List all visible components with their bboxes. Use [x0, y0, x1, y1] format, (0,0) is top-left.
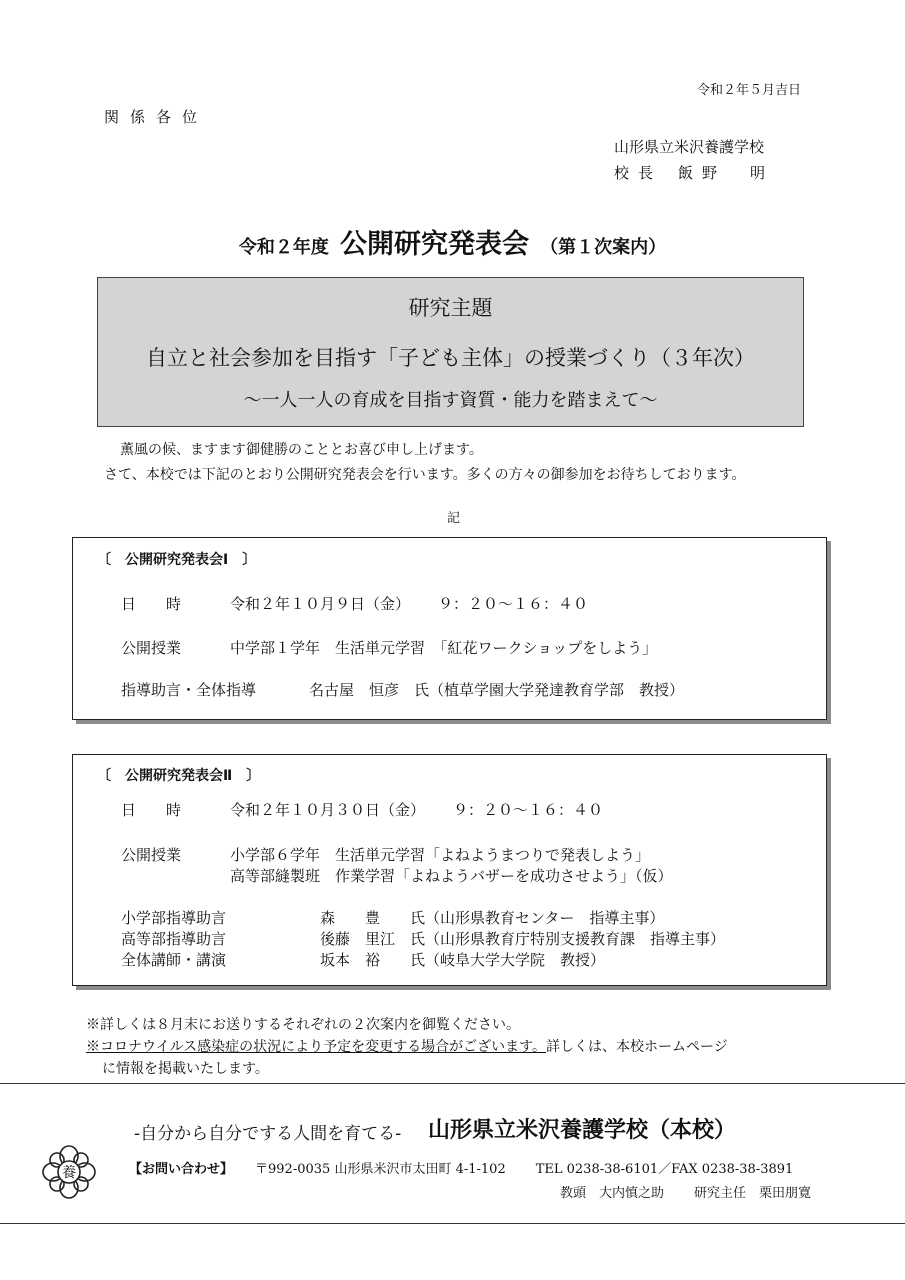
session-2-lesson-2: 高等部縫製班 作業学習「よねようバザーを成功させよう」（仮）: [230, 867, 673, 885]
session-1-advisor-label: 指導助言・全体指導: [121, 681, 257, 699]
session-1-date-label: 日 時: [121, 595, 182, 613]
session-1-date-time: [230, 593, 588, 614]
session-2-advisor-role-1: 小学部指導助言: [121, 909, 227, 927]
session-1-lesson: 中学部１学年 生活単元学習 「紅花ワークショップをしよう」: [230, 639, 658, 657]
research-lead: 研究主任 栗田朋寛: [694, 1186, 812, 1201]
note-3: に情報を掲載いたします。: [102, 1061, 269, 1077]
school-emblem-icon: [40, 1142, 98, 1202]
ki-marker: 記: [447, 511, 461, 526]
session-1-lesson-label: 公開授業: [121, 639, 182, 657]
contact-tag: 【お問い合わせ】: [129, 1162, 234, 1177]
session-1-date: 令和２年１０月９日（金）: [230, 595, 411, 613]
session-2-lesson-1: 小学部６学年 生活単元学習「よねようまつりで発表しよう」: [230, 846, 651, 864]
research-theme-box: [97, 277, 804, 427]
session-2-advisor-role-2: 高等部指導助言: [121, 930, 227, 948]
sender-school: 山形県立米沢養護学校: [614, 138, 765, 156]
session-2-advisor-name-1: 森 豊 氏（山形県教育センター 指導主事）: [320, 909, 665, 927]
greeting-line-2: さて、本校では下記のとおり公開研究発表会を行います。多くの方々の御参加をお待ちしております。: [104, 467, 746, 483]
title-suffix: （第１次案内）: [540, 237, 667, 258]
document-title: [0, 222, 905, 261]
theme-sub: ～一人一人の育成を目指す資質・能力を踏まえて～: [243, 390, 658, 411]
session-1-heading: 〔 公開研究発表会Ⅰ 〕: [97, 552, 257, 568]
session-2-date: 令和２年１０月３０日（金）: [230, 801, 426, 819]
session-2-lesson-label: 公開授業: [121, 846, 182, 864]
document-date: 令和２年５月吉日: [696, 83, 801, 98]
staff-line: [560, 1182, 811, 1201]
note-2: [86, 1036, 728, 1056]
footer-top-rule: [0, 1083, 905, 1084]
session-2-date-label: 日 時: [121, 801, 182, 819]
title-prefix: 令和２年度: [238, 237, 329, 258]
sender-title: 校長: [614, 164, 663, 182]
session-2-heading: 〔 公開研究発表会Ⅱ 〕: [97, 768, 261, 784]
footer-bottom-rule: [0, 1223, 905, 1224]
session-1-box: [72, 537, 827, 720]
sender-principal: [614, 162, 774, 183]
sender-name: 飯野 明: [678, 164, 775, 182]
theme-heading: 研究主題: [408, 296, 493, 320]
contact-phone: TEL 0238-38-6101／FAX 0238-38-3891: [535, 1162, 794, 1177]
contact-line: [129, 1158, 793, 1177]
footer-slogan: -自分から自分でする人間を育てる-: [134, 1124, 402, 1144]
greeting-line-1: 薫風の候、ますます御健勝のこととお喜び申し上げます。: [120, 442, 483, 458]
session-2-advisor-name-3: 坂本 裕 氏（岐阜大学大学院 教授）: [320, 951, 606, 969]
emblem-glyph: 養: [62, 1165, 76, 1181]
note-2-rest: 詳しくは、本校ホームページ: [546, 1039, 728, 1055]
vice-principal: 教頭 大内慎之助: [560, 1186, 665, 1201]
session-2-box: [72, 754, 827, 986]
session-1-time: ９：２０～１６：４０: [438, 595, 589, 613]
addressee: 関係各位: [104, 108, 209, 126]
session-1-advisor: 名古屋 恒彦 氏（植草学園大学発達教育学部 教授）: [309, 681, 685, 699]
session-2-advisor-role-3: 全体講師・講演: [121, 951, 227, 969]
contact-address: 〒992-0035 山形県米沢市太田町 4-1-102: [255, 1162, 506, 1177]
theme-main: 自立と社会参加を目指す「子ども主体」の授業づくり（３年次）: [146, 346, 755, 370]
title-main: 公開研究発表会: [340, 229, 529, 260]
session-2-date-time: [230, 799, 603, 820]
note-1: ※詳しくは８月末にお送りするそれぞれの２次案内を御覧ください。: [86, 1017, 520, 1033]
session-2-advisor-name-2: 後藤 里江 氏（山形県教育庁特別支援教育課 指導主事）: [320, 930, 726, 948]
footer-school-name: 山形県立米沢養護学校（本校）: [428, 1118, 737, 1143]
note-2-underlined: ※コロナウイルス感染症の状況により予定を変更する場合がございます。: [86, 1039, 547, 1055]
session-2-time: ９：２０～１６：４０: [453, 801, 604, 819]
